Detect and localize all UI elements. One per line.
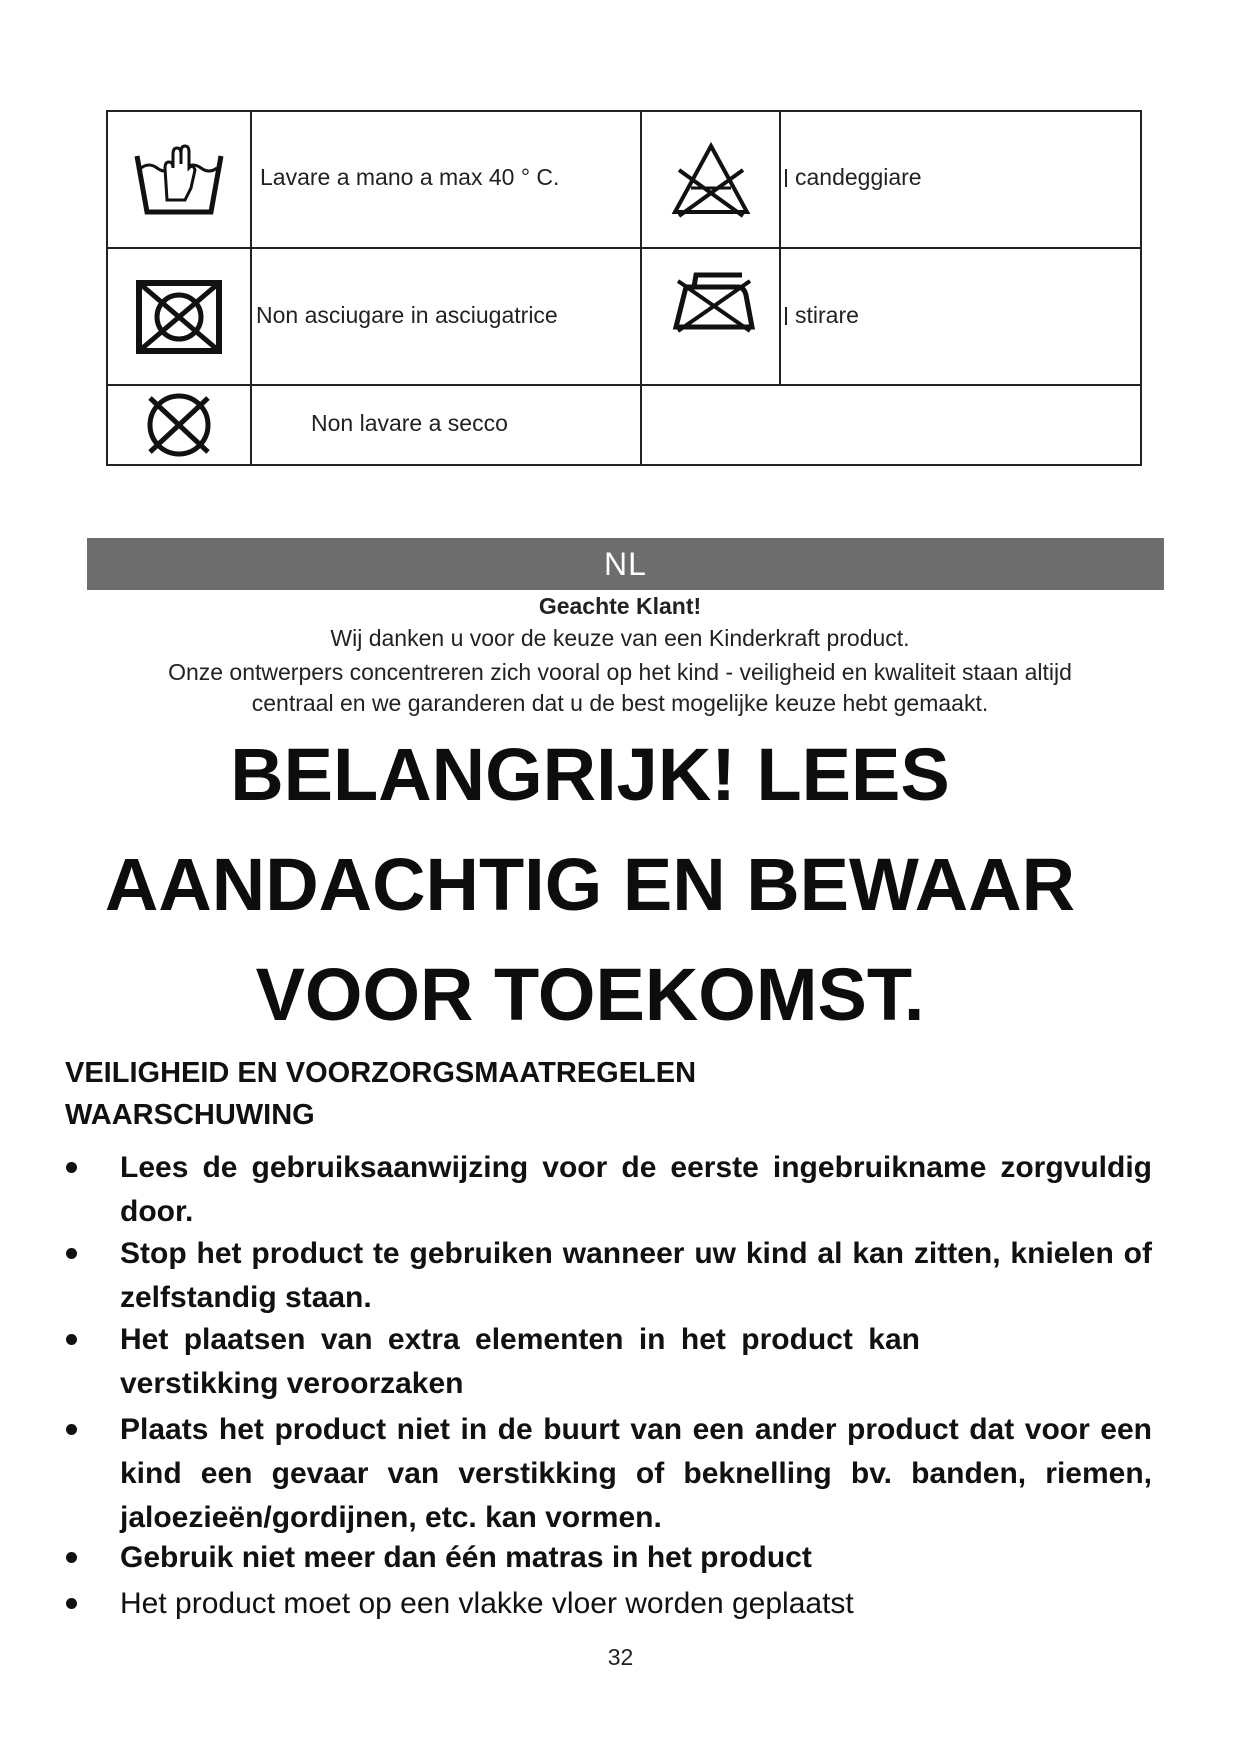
warning-text: Gebruik niet meer dan één matras in het product [120, 1541, 812, 1574]
table-col-divider [779, 112, 781, 384]
warning-item [62, 1582, 1152, 1628]
clipped-text-mark [785, 307, 787, 325]
warning-item [62, 1408, 1152, 1536]
hand-wash-label: Lavare a mano a max 40 ° C. [260, 164, 560, 190]
bullet-icon [66, 1424, 77, 1435]
table-col-divider [250, 112, 252, 464]
warning-text: Het product moet op een vlakke vloer worden geplaatst [120, 1587, 854, 1620]
bullet-icon [66, 1248, 77, 1259]
intro-line-3: centraal en we garanderen dat u de best mogelijke keuze hebt gemaakt. [251, 690, 989, 716]
language-section-band: NL [87, 538, 1164, 590]
warning-item [62, 1318, 1152, 1408]
no-iron-text: stirare [795, 302, 859, 328]
no-dry-clean-icon [108, 386, 250, 464]
no-tumble-dry-icon [108, 249, 250, 384]
no-tumble-dry-label: Non asciugare in asciugatrice [256, 302, 558, 328]
warning-section-title: WAARSCHUWING [65, 1099, 315, 1131]
clipped-text-mark [785, 169, 787, 187]
warning-text: Het plaatsen van extra elementen in het product kan verstikking veroorzaken [120, 1323, 920, 1400]
headline-line-1: BELANGRIJK! LEES [230, 733, 950, 816]
no-bleach-icon [642, 112, 779, 247]
no-bleach-label [785, 164, 922, 191]
bullet-icon [66, 1552, 77, 1563]
greeting: Geachte Klant! [538, 593, 702, 619]
warning-list [62, 1146, 1152, 1628]
intro-line-1: Wij danken u voor de keuze van een Kinderkraft product. [330, 625, 910, 651]
page-number: 32 [607, 1644, 634, 1670]
warning-item [62, 1146, 1152, 1232]
no-bleach-text: candeggiare [795, 164, 922, 190]
bullet-icon [66, 1598, 77, 1609]
intro-line-2: Onze ontwerpers concentreren zich vooral op het kind - veiligheid en kwaliteit staan altijd [168, 659, 1072, 685]
headline-line-3: VOOR TOEKOMST. [255, 953, 925, 1036]
safety-section-title: VEILIGHEID EN VOORZORGSMAATREGELEN [65, 1057, 697, 1089]
table-row-divider [108, 247, 1140, 249]
table-row-divider [108, 384, 1140, 386]
bullet-icon [66, 1334, 77, 1345]
warning-text: Lees de gebruiksaanwijzing voor de eerste ingebruikname zorgvuldig door. [120, 1151, 1152, 1228]
hand-wash-icon [108, 112, 250, 247]
warning-item [62, 1536, 1152, 1582]
no-dry-clean-label: Non lavare a secco [311, 410, 508, 436]
warning-text: Plaats het product niet in de buurt van een ander product dat voor een kind een gevaar van verstikking of beknelling bv. banden, riemen, jaloezieën/gordijnen, etc. kan vormen. [120, 1413, 1152, 1534]
no-iron-label [785, 302, 859, 329]
headline-line-2: AANDACHTIG EN BEWAAR [104, 843, 1076, 926]
bullet-icon [66, 1162, 77, 1173]
no-iron-icon [642, 249, 779, 384]
care-symbols-table [106, 110, 1142, 466]
warning-text: Stop het product te gebruiken wanneer uw kind al kan zitten, knielen of zelfstandig staan. [120, 1237, 1152, 1314]
warning-item [62, 1232, 1152, 1318]
